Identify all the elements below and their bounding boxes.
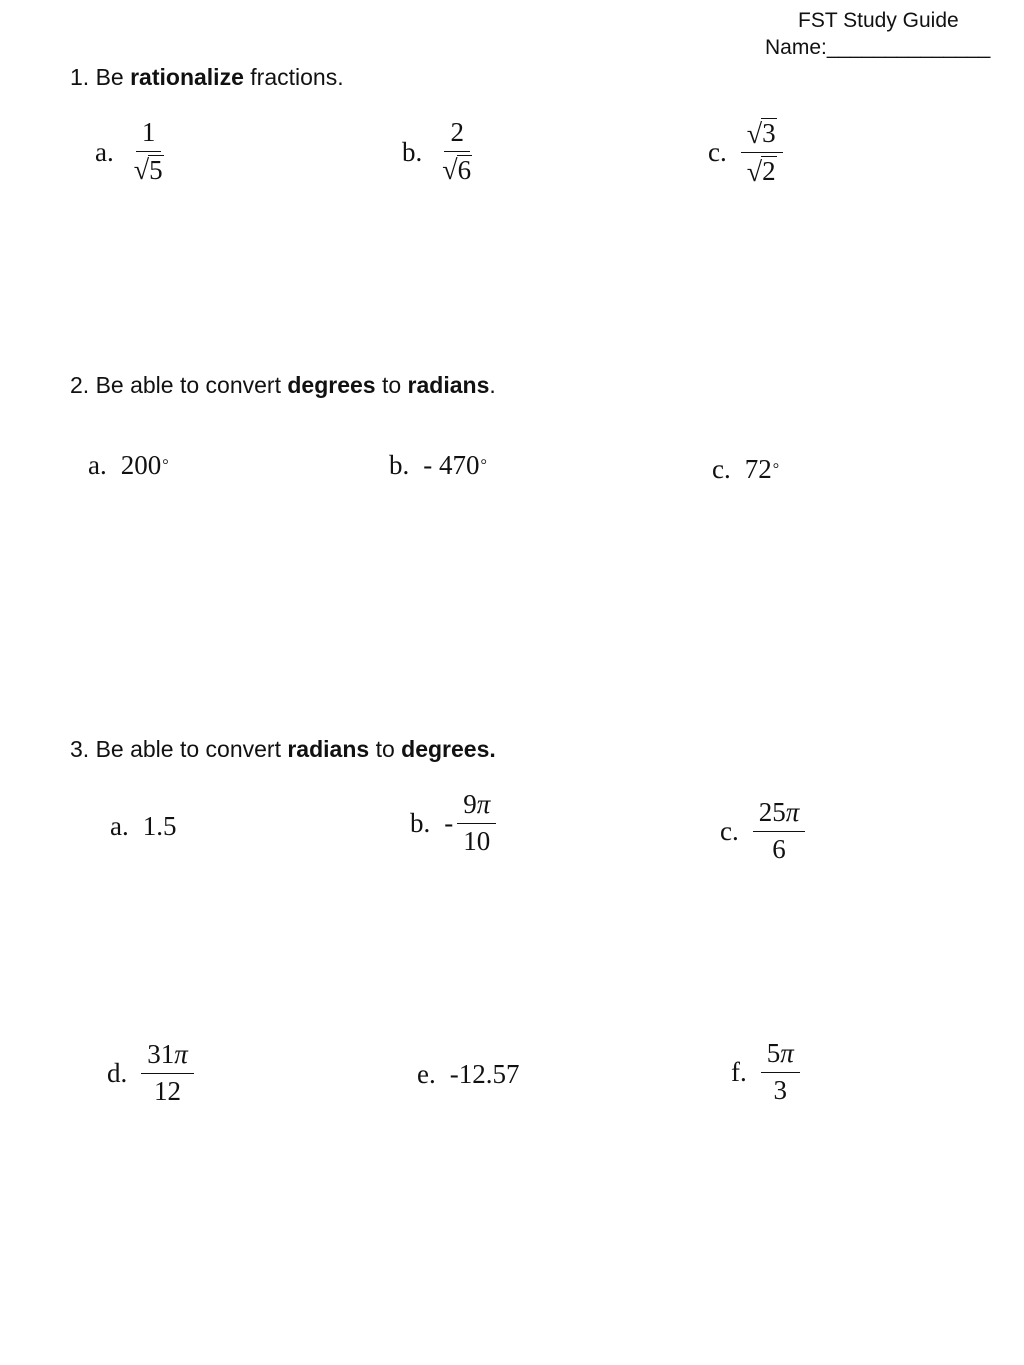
item-label: c. <box>712 454 731 484</box>
fraction: $\frac{9\pi}{10}$ <box>457 790 496 856</box>
item-label: b. <box>410 807 431 838</box>
item-label: f. <box>731 1056 747 1087</box>
square-root: √ 2 <box>746 156 776 189</box>
square-root: √ 6 <box>442 154 472 187</box>
q3-item-e <box>417 1059 519 1090</box>
item-label: b. <box>389 450 410 480</box>
q2-item-c <box>712 454 779 485</box>
fraction: 1 √ 5 <box>133 117 163 187</box>
fraction: $\frac{31\pi}{12}$ <box>141 1040 194 1106</box>
q3-item-f <box>731 1039 800 1105</box>
pi-symbol: π <box>476 789 491 819</box>
item-label: a. <box>95 136 114 167</box>
worksheet-title: FST Study Guide <box>798 9 959 32</box>
item-label: b. <box>402 136 423 167</box>
q3-item-d <box>107 1040 194 1106</box>
item-label: a. <box>88 450 107 480</box>
pi-symbol: π <box>780 1038 794 1068</box>
q3-item-b <box>410 790 496 856</box>
fraction: $\frac{5\pi}{3}$ <box>761 1039 800 1105</box>
q1-item-a <box>95 118 170 186</box>
radian-value: -12.57 <box>449 1059 520 1089</box>
degree-value: 72 <box>744 454 772 484</box>
degree-value: - 470 <box>423 450 480 480</box>
name-field-label: Name:______________ <box>765 36 991 59</box>
item-label: d. <box>107 1057 128 1088</box>
q3-item-a <box>110 811 176 842</box>
q1-item-c <box>708 118 783 188</box>
square-root: √ 5 <box>133 154 163 187</box>
fraction: 2 √ 6 <box>442 117 472 187</box>
item-label: e. <box>417 1059 436 1089</box>
q3-item-c <box>720 798 805 864</box>
degree-symbol: ° <box>480 456 487 474</box>
item-label: c. <box>720 815 739 846</box>
radian-value: 1.5 <box>142 811 177 841</box>
degree-symbol: ° <box>162 456 169 474</box>
pi-symbol: π <box>785 797 800 827</box>
item-label: c. <box>708 137 727 168</box>
q2-item-a <box>88 450 169 481</box>
question-3-heading: 3. Be able to convert radians to degrees. <box>70 736 496 762</box>
degree-value: 200 <box>120 450 162 480</box>
pi-symbol: π <box>174 1039 188 1069</box>
negative-sign: - <box>444 807 454 838</box>
degree-symbol: ° <box>772 460 780 478</box>
question-2-heading: 2. Be able to convert degrees to radians. <box>70 372 496 398</box>
fraction: $\frac{25\pi}{6}$ <box>753 798 806 864</box>
question-1-heading: 1. Be rationalize fractions. <box>70 64 344 90</box>
square-root: √ 3 <box>746 118 776 150</box>
q1-item-b <box>402 118 478 186</box>
item-label: a. <box>110 811 129 841</box>
q2-item-b <box>389 450 487 481</box>
fraction <box>741 118 783 188</box>
